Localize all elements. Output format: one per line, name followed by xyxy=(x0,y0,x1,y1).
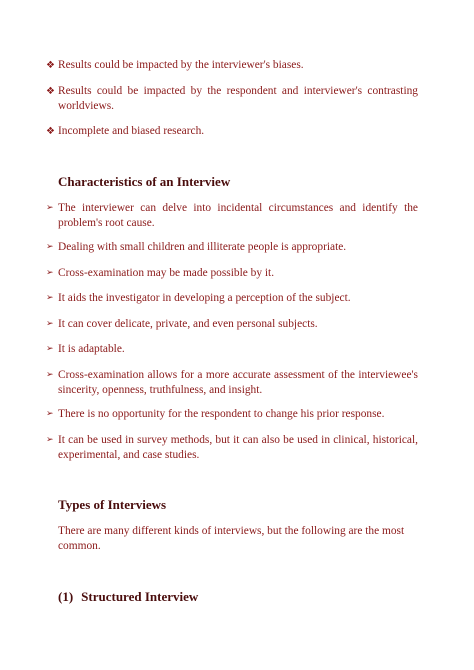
list-item xyxy=(46,124,418,139)
arrow-bullet-icon: ➢ xyxy=(46,344,54,354)
arrow-bullet-icon: ➢ xyxy=(46,370,54,380)
arrow-bullet-icon: ➢ xyxy=(46,242,54,252)
arrow-bullet-icon: ➢ xyxy=(46,435,54,445)
list-item xyxy=(46,317,418,332)
diamond-bullet-icon: ❖ xyxy=(46,60,55,71)
list-item xyxy=(46,58,418,73)
list-item-text: Dealing with small children and illiterate people is appropriate. xyxy=(58,241,347,253)
list-item xyxy=(46,84,418,114)
arrow-bullet-icon: ➢ xyxy=(46,203,54,213)
subsection-number: (1) xyxy=(58,589,74,604)
list-item-text: It can be used in survey methods, but it can also be used in clinical, historical, experimental, and case studies. xyxy=(58,434,418,461)
list-item xyxy=(46,342,418,357)
list-item xyxy=(46,240,418,255)
section-heading-characteristics: Characteristics of an Interview xyxy=(58,174,231,189)
types-intro-paragraph: There are many different kinds of interviews, but the following are the most common. xyxy=(58,525,405,552)
list-item xyxy=(46,433,418,463)
arrow-bullet-icon: ➢ xyxy=(46,319,54,329)
subsection-title: Structured Interview xyxy=(81,589,199,604)
list-item-text: Cross-examination may be made possible by it. xyxy=(58,267,275,279)
list-item-text: It aids the investigator in developing a perception of the subject. xyxy=(58,292,351,304)
list-item-text: It can cover delicate, private, and even personal subjects. xyxy=(58,318,318,330)
list-item-text: Cross-examination allows for a more accurate assessment of the interviewee's sincerity, openness, truthfulness, and insight. xyxy=(58,369,418,396)
arrow-bullet-icon: ➢ xyxy=(46,409,54,419)
list-item-text: Incomplete and biased research. xyxy=(58,125,205,137)
list-item xyxy=(46,407,418,422)
list-item-text: There is no opportunity for the respondent to change his prior response. xyxy=(58,408,385,420)
list-item xyxy=(46,368,418,398)
list-item xyxy=(46,291,418,306)
arrow-bullet-icon: ➢ xyxy=(46,293,54,303)
arrow-bullet-icon: ➢ xyxy=(46,268,54,278)
list-item-text: It is adaptable. xyxy=(58,343,125,355)
list-item xyxy=(46,201,418,231)
subsection-heading-structured xyxy=(58,589,198,605)
list-item-text: The interviewer can delve into incidental circumstances and identify the problem's root cause. xyxy=(58,202,418,229)
list-item xyxy=(46,266,418,281)
list-item-text: Results could be impacted by the interviewer's biases. xyxy=(58,59,304,71)
diamond-bullet-icon: ❖ xyxy=(46,86,55,97)
section-heading-types: Types of Interviews xyxy=(58,497,167,512)
diamond-bullet-icon: ❖ xyxy=(46,126,55,137)
list-item-text: Results could be impacted by the respondent and interviewer's contrasting worldviews. xyxy=(58,85,418,112)
